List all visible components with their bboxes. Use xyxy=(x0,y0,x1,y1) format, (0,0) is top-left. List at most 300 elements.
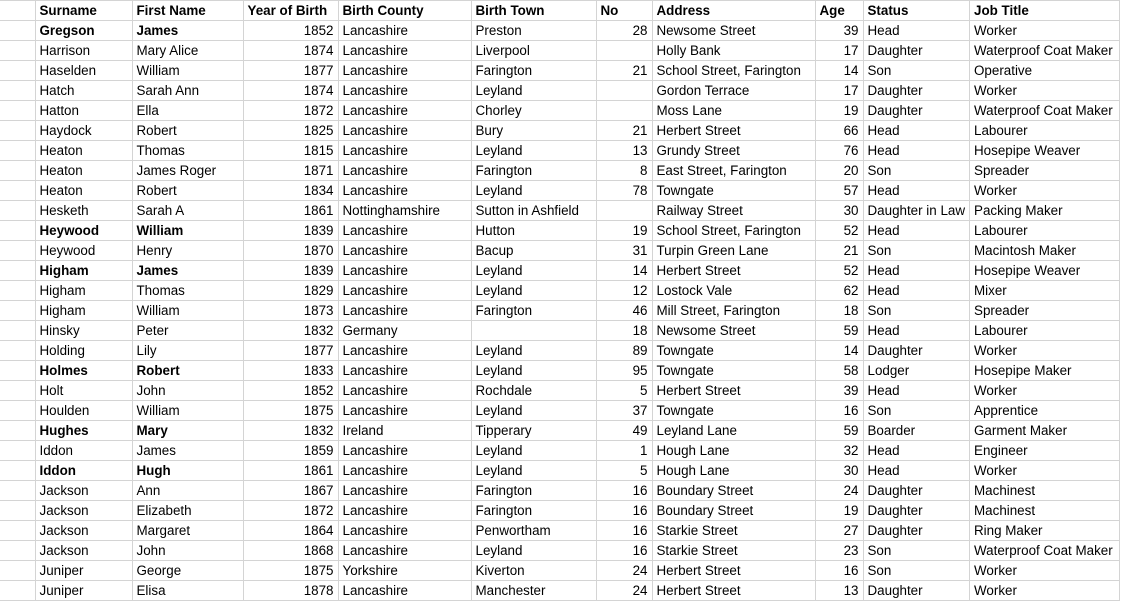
cell-birth-county[interactable]: Lancashire xyxy=(338,461,471,481)
cell-birth-town[interactable]: Leyland xyxy=(471,81,596,101)
cell-year-of-birth[interactable]: 1867 xyxy=(243,481,338,501)
cell-house-no[interactable] xyxy=(596,101,652,121)
header-job-title[interactable]: Job Title xyxy=(970,1,1120,21)
cell-address[interactable]: Starkie Street xyxy=(652,521,815,541)
header-birth-county[interactable]: Birth County xyxy=(338,1,471,21)
cell-house-no[interactable]: 78 xyxy=(596,181,652,201)
cell-year-of-birth[interactable]: 1834 xyxy=(243,181,338,201)
cell-first-name[interactable]: James xyxy=(132,21,243,41)
cell-year-of-birth[interactable]: 1874 xyxy=(243,81,338,101)
cell-surname[interactable]: Heywood xyxy=(35,241,132,261)
cell-house-no[interactable] xyxy=(596,81,652,101)
cell-status[interactable]: Son xyxy=(863,561,970,581)
row-gutter[interactable] xyxy=(0,381,35,401)
row-gutter[interactable] xyxy=(0,181,35,201)
cell-birth-town[interactable]: Chorley xyxy=(471,101,596,121)
row-gutter[interactable] xyxy=(0,101,35,121)
cell-house-no[interactable]: 5 xyxy=(596,461,652,481)
cell-surname[interactable]: Higham xyxy=(35,281,132,301)
cell-birth-county[interactable]: Lancashire xyxy=(338,141,471,161)
cell-status[interactable]: Son xyxy=(863,301,970,321)
cell-birth-county[interactable]: Lancashire xyxy=(338,281,471,301)
cell-first-name[interactable]: William xyxy=(132,61,243,81)
cell-birth-town[interactable]: Farington xyxy=(471,301,596,321)
cell-house-no[interactable]: 13 xyxy=(596,141,652,161)
cell-job-title[interactable]: Worker xyxy=(970,341,1120,361)
cell-age[interactable]: 52 xyxy=(815,221,863,241)
cell-year-of-birth[interactable]: 1833 xyxy=(243,361,338,381)
cell-year-of-birth[interactable]: 1877 xyxy=(243,341,338,361)
cell-first-name[interactable]: George xyxy=(132,561,243,581)
cell-surname[interactable]: Jackson xyxy=(35,521,132,541)
cell-age[interactable]: 24 xyxy=(815,481,863,501)
cell-address[interactable]: Hough Lane xyxy=(652,441,815,461)
cell-house-no[interactable]: 89 xyxy=(596,341,652,361)
cell-birth-town[interactable]: Rochdale xyxy=(471,381,596,401)
cell-status[interactable]: Daughter xyxy=(863,481,970,501)
row-gutter[interactable] xyxy=(0,1,35,21)
cell-address[interactable]: Herbert Street xyxy=(652,581,815,601)
cell-birth-town[interactable]: Manchester xyxy=(471,581,596,601)
cell-first-name[interactable]: James Roger xyxy=(132,161,243,181)
cell-birth-county[interactable]: Lancashire xyxy=(338,581,471,601)
cell-house-no[interactable] xyxy=(596,201,652,221)
header-age[interactable]: Age xyxy=(815,1,863,21)
cell-house-no[interactable]: 24 xyxy=(596,581,652,601)
cell-first-name[interactable]: Peter xyxy=(132,321,243,341)
cell-surname[interactable]: Haselden xyxy=(35,61,132,81)
cell-house-no[interactable]: 49 xyxy=(596,421,652,441)
header-year-of-birth[interactable]: Year of Birth xyxy=(243,1,338,21)
cell-birth-county[interactable]: Lancashire xyxy=(338,61,471,81)
cell-surname[interactable]: Iddon xyxy=(35,441,132,461)
cell-surname[interactable]: Hatch xyxy=(35,81,132,101)
cell-status[interactable]: Daughter in Law xyxy=(863,201,970,221)
cell-year-of-birth[interactable]: 1875 xyxy=(243,401,338,421)
cell-status[interactable]: Daughter xyxy=(863,101,970,121)
cell-job-title[interactable]: Macintosh Maker xyxy=(970,241,1120,261)
cell-birth-town[interactable]: Penwortham xyxy=(471,521,596,541)
cell-address[interactable]: Herbert Street xyxy=(652,261,815,281)
cell-job-title[interactable]: Machinest xyxy=(970,501,1120,521)
cell-birth-county[interactable]: Lancashire xyxy=(338,341,471,361)
cell-status[interactable]: Daughter xyxy=(863,41,970,61)
cell-birth-town[interactable]: Kiverton xyxy=(471,561,596,581)
cell-age[interactable]: 30 xyxy=(815,201,863,221)
cell-job-title[interactable]: Worker xyxy=(970,181,1120,201)
cell-age[interactable]: 23 xyxy=(815,541,863,561)
row-gutter[interactable] xyxy=(0,261,35,281)
cell-status[interactable]: Daughter xyxy=(863,341,970,361)
cell-address[interactable]: Leyland Lane xyxy=(652,421,815,441)
cell-year-of-birth[interactable]: 1872 xyxy=(243,501,338,521)
cell-address[interactable]: Newsome Street xyxy=(652,321,815,341)
row-gutter[interactable] xyxy=(0,541,35,561)
cell-surname[interactable]: Jackson xyxy=(35,501,132,521)
row-gutter[interactable] xyxy=(0,461,35,481)
cell-status[interactable]: Boarder xyxy=(863,421,970,441)
cell-first-name[interactable]: Sarah A xyxy=(132,201,243,221)
cell-job-title[interactable]: Labourer xyxy=(970,121,1120,141)
cell-surname[interactable]: Gregson xyxy=(35,21,132,41)
cell-job-title[interactable]: Spreader xyxy=(970,301,1120,321)
cell-address[interactable]: Holly Bank xyxy=(652,41,815,61)
cell-year-of-birth[interactable]: 1825 xyxy=(243,121,338,141)
cell-surname[interactable]: Jackson xyxy=(35,541,132,561)
cell-birth-town[interactable]: Tipperary xyxy=(471,421,596,441)
cell-first-name[interactable]: John xyxy=(132,381,243,401)
cell-status[interactable]: Daughter xyxy=(863,81,970,101)
cell-surname[interactable]: Heaton xyxy=(35,181,132,201)
cell-address[interactable]: Towngate xyxy=(652,181,815,201)
cell-age[interactable]: 58 xyxy=(815,361,863,381)
cell-year-of-birth[interactable]: 1861 xyxy=(243,461,338,481)
cell-house-no[interactable]: 19 xyxy=(596,221,652,241)
cell-address[interactable]: Mill Street, Farington xyxy=(652,301,815,321)
cell-age[interactable]: 14 xyxy=(815,341,863,361)
cell-year-of-birth[interactable]: 1815 xyxy=(243,141,338,161)
cell-birth-town[interactable]: Leyland xyxy=(471,461,596,481)
cell-surname[interactable]: Hinsky xyxy=(35,321,132,341)
cell-age[interactable]: 18 xyxy=(815,301,863,321)
header-status[interactable]: Status xyxy=(863,1,970,21)
cell-first-name[interactable]: Elisa xyxy=(132,581,243,601)
cell-birth-county[interactable]: Lancashire xyxy=(338,121,471,141)
cell-birth-county[interactable]: Lancashire xyxy=(338,261,471,281)
cell-status[interactable]: Lodger xyxy=(863,361,970,381)
cell-year-of-birth[interactable]: 1852 xyxy=(243,381,338,401)
cell-job-title[interactable]: Hosepipe Maker xyxy=(970,361,1120,381)
cell-year-of-birth[interactable]: 1870 xyxy=(243,241,338,261)
cell-address[interactable]: School Street, Farington xyxy=(652,61,815,81)
cell-birth-county[interactable]: Lancashire xyxy=(338,361,471,381)
cell-age[interactable]: 39 xyxy=(815,381,863,401)
cell-birth-county[interactable]: Lancashire xyxy=(338,521,471,541)
cell-year-of-birth[interactable]: 1874 xyxy=(243,41,338,61)
cell-birth-county[interactable]: Lancashire xyxy=(338,301,471,321)
cell-first-name[interactable]: Robert xyxy=(132,361,243,381)
cell-status[interactable]: Head xyxy=(863,21,970,41)
cell-status[interactable]: Son xyxy=(863,401,970,421)
cell-year-of-birth[interactable]: 1861 xyxy=(243,201,338,221)
cell-surname[interactable]: Higham xyxy=(35,261,132,281)
cell-job-title[interactable]: Packing Maker xyxy=(970,201,1120,221)
cell-job-title[interactable]: Worker xyxy=(970,81,1120,101)
row-gutter[interactable] xyxy=(0,421,35,441)
cell-address[interactable]: Lostock Vale xyxy=(652,281,815,301)
cell-birth-town[interactable]: Preston xyxy=(471,21,596,41)
cell-status[interactable]: Daughter xyxy=(863,581,970,601)
cell-first-name[interactable]: John xyxy=(132,541,243,561)
cell-house-no[interactable]: 1 xyxy=(596,441,652,461)
cell-age[interactable]: 52 xyxy=(815,261,863,281)
cell-job-title[interactable]: Waterproof Coat Maker xyxy=(970,541,1120,561)
cell-birth-county[interactable]: Lancashire xyxy=(338,21,471,41)
cell-birth-town[interactable]: Farington xyxy=(471,481,596,501)
cell-status[interactable]: Daughter xyxy=(863,521,970,541)
cell-age[interactable]: 19 xyxy=(815,101,863,121)
row-gutter[interactable] xyxy=(0,81,35,101)
cell-surname[interactable]: Juniper xyxy=(35,581,132,601)
cell-house-no[interactable]: 14 xyxy=(596,261,652,281)
cell-status[interactable]: Head xyxy=(863,141,970,161)
cell-house-no[interactable]: 21 xyxy=(596,61,652,81)
cell-status[interactable]: Head xyxy=(863,221,970,241)
cell-status[interactable]: Head xyxy=(863,181,970,201)
row-gutter[interactable] xyxy=(0,281,35,301)
cell-first-name[interactable]: Robert xyxy=(132,181,243,201)
cell-birth-town[interactable] xyxy=(471,321,596,341)
cell-status[interactable]: Head xyxy=(863,381,970,401)
cell-age[interactable]: 17 xyxy=(815,81,863,101)
cell-year-of-birth[interactable]: 1839 xyxy=(243,221,338,241)
cell-house-no[interactable]: 46 xyxy=(596,301,652,321)
cell-address[interactable]: Hough Lane xyxy=(652,461,815,481)
cell-birth-town[interactable]: Leyland xyxy=(471,361,596,381)
cell-birth-town[interactable]: Bury xyxy=(471,121,596,141)
cell-birth-town[interactable]: Farington xyxy=(471,161,596,181)
cell-status[interactable]: Head xyxy=(863,261,970,281)
cell-job-title[interactable]: Labourer xyxy=(970,321,1120,341)
row-gutter[interactable] xyxy=(0,581,35,601)
cell-first-name[interactable]: James xyxy=(132,441,243,461)
cell-age[interactable]: 57 xyxy=(815,181,863,201)
cell-first-name[interactable]: Margaret xyxy=(132,521,243,541)
cell-house-no[interactable]: 16 xyxy=(596,521,652,541)
cell-year-of-birth[interactable]: 1829 xyxy=(243,281,338,301)
cell-birth-town[interactable]: Leyland xyxy=(471,141,596,161)
cell-address[interactable]: Boundary Street xyxy=(652,481,815,501)
cell-job-title[interactable]: Engineer xyxy=(970,441,1120,461)
cell-birth-county[interactable]: Lancashire xyxy=(338,481,471,501)
row-gutter[interactable] xyxy=(0,521,35,541)
cell-address[interactable]: Railway Street xyxy=(652,201,815,221)
row-gutter[interactable] xyxy=(0,241,35,261)
cell-birth-county[interactable]: Lancashire xyxy=(338,441,471,461)
cell-age[interactable]: 17 xyxy=(815,41,863,61)
cell-surname[interactable]: Holding xyxy=(35,341,132,361)
cell-first-name[interactable]: William xyxy=(132,401,243,421)
cell-first-name[interactable]: Lily xyxy=(132,341,243,361)
cell-age[interactable]: 16 xyxy=(815,401,863,421)
cell-age[interactable]: 62 xyxy=(815,281,863,301)
cell-job-title[interactable]: Labourer xyxy=(970,221,1120,241)
cell-year-of-birth[interactable]: 1832 xyxy=(243,421,338,441)
cell-job-title[interactable]: Operative xyxy=(970,61,1120,81)
cell-birth-town[interactable]: Hutton xyxy=(471,221,596,241)
cell-surname[interactable]: Heaton xyxy=(35,141,132,161)
cell-address[interactable]: Newsome Street xyxy=(652,21,815,41)
cell-surname[interactable]: Heywood xyxy=(35,221,132,241)
cell-status[interactable]: Head xyxy=(863,461,970,481)
cell-address[interactable]: School Street, Farington xyxy=(652,221,815,241)
cell-birth-county[interactable]: Lancashire xyxy=(338,101,471,121)
row-gutter[interactable] xyxy=(0,221,35,241)
row-gutter[interactable] xyxy=(0,561,35,581)
cell-house-no[interactable]: 28 xyxy=(596,21,652,41)
cell-job-title[interactable]: Worker xyxy=(970,21,1120,41)
cell-house-no[interactable]: 95 xyxy=(596,361,652,381)
cell-job-title[interactable]: Worker xyxy=(970,561,1120,581)
row-gutter[interactable] xyxy=(0,321,35,341)
cell-birth-town[interactable]: Leyland xyxy=(471,261,596,281)
cell-surname[interactable]: Hesketh xyxy=(35,201,132,221)
cell-house-no[interactable]: 16 xyxy=(596,541,652,561)
cell-address[interactable]: Herbert Street xyxy=(652,561,815,581)
cell-age[interactable]: 59 xyxy=(815,421,863,441)
cell-address[interactable]: Gordon Terrace xyxy=(652,81,815,101)
cell-first-name[interactable]: Mary Alice xyxy=(132,41,243,61)
cell-status[interactable]: Head xyxy=(863,121,970,141)
cell-first-name[interactable]: Elizabeth xyxy=(132,501,243,521)
cell-address[interactable]: Herbert Street xyxy=(652,121,815,141)
cell-birth-town[interactable]: Leyland xyxy=(471,441,596,461)
cell-status[interactable]: Son xyxy=(863,541,970,561)
cell-birth-town[interactable]: Farington xyxy=(471,501,596,521)
cell-house-no[interactable]: 24 xyxy=(596,561,652,581)
cell-job-title[interactable]: Worker xyxy=(970,381,1120,401)
row-gutter[interactable] xyxy=(0,121,35,141)
cell-age[interactable]: 59 xyxy=(815,321,863,341)
row-gutter[interactable] xyxy=(0,501,35,521)
cell-job-title[interactable]: Hosepipe Weaver xyxy=(970,141,1120,161)
cell-age[interactable]: 76 xyxy=(815,141,863,161)
cell-birth-town[interactable]: Liverpool xyxy=(471,41,596,61)
cell-year-of-birth[interactable]: 1832 xyxy=(243,321,338,341)
cell-birth-county[interactable]: Nottinghamshire xyxy=(338,201,471,221)
cell-age[interactable]: 20 xyxy=(815,161,863,181)
header-surname[interactable]: Surname xyxy=(35,1,132,21)
cell-address[interactable]: Towngate xyxy=(652,401,815,421)
cell-status[interactable]: Head xyxy=(863,321,970,341)
cell-address[interactable]: Grundy Street xyxy=(652,141,815,161)
cell-year-of-birth[interactable]: 1875 xyxy=(243,561,338,581)
cell-job-title[interactable]: Waterproof Coat Maker xyxy=(970,101,1120,121)
cell-status[interactable]: Head xyxy=(863,441,970,461)
cell-job-title[interactable]: Machinest xyxy=(970,481,1120,501)
cell-surname[interactable]: Heaton xyxy=(35,161,132,181)
row-gutter[interactable] xyxy=(0,441,35,461)
cell-birth-town[interactable]: Bacup xyxy=(471,241,596,261)
cell-job-title[interactable]: Ring Maker xyxy=(970,521,1120,541)
cell-birth-county[interactable]: Germany xyxy=(338,321,471,341)
row-gutter[interactable] xyxy=(0,161,35,181)
cell-job-title[interactable]: Waterproof Coat Maker xyxy=(970,41,1120,61)
cell-job-title[interactable]: Worker xyxy=(970,581,1120,601)
cell-year-of-birth[interactable]: 1864 xyxy=(243,521,338,541)
cell-surname[interactable]: Hatton xyxy=(35,101,132,121)
cell-status[interactable]: Son xyxy=(863,161,970,181)
cell-birth-county[interactable]: Lancashire xyxy=(338,241,471,261)
cell-address[interactable]: Towngate xyxy=(652,341,815,361)
cell-year-of-birth[interactable]: 1877 xyxy=(243,61,338,81)
row-gutter[interactable] xyxy=(0,61,35,81)
header-first-name[interactable]: First Name xyxy=(132,1,243,21)
cell-house-no[interactable]: 18 xyxy=(596,321,652,341)
cell-surname[interactable]: Jackson xyxy=(35,481,132,501)
cell-surname[interactable]: Iddon xyxy=(35,461,132,481)
cell-birth-county[interactable]: Yorkshire xyxy=(338,561,471,581)
cell-age[interactable]: 21 xyxy=(815,241,863,261)
row-gutter[interactable] xyxy=(0,21,35,41)
cell-job-title[interactable]: Worker xyxy=(970,461,1120,481)
cell-age[interactable]: 39 xyxy=(815,21,863,41)
cell-age[interactable]: 32 xyxy=(815,441,863,461)
cell-year-of-birth[interactable]: 1878 xyxy=(243,581,338,601)
cell-status[interactable]: Son xyxy=(863,241,970,261)
cell-year-of-birth[interactable]: 1872 xyxy=(243,101,338,121)
cell-birth-county[interactable]: Lancashire xyxy=(338,81,471,101)
cell-birth-county[interactable]: Ireland xyxy=(338,421,471,441)
cell-year-of-birth[interactable]: 1873 xyxy=(243,301,338,321)
cell-age[interactable]: 16 xyxy=(815,561,863,581)
cell-birth-county[interactable]: Lancashire xyxy=(338,401,471,421)
cell-birth-town[interactable]: Leyland xyxy=(471,181,596,201)
cell-house-no[interactable]: 5 xyxy=(596,381,652,401)
cell-address[interactable]: East Street, Farington xyxy=(652,161,815,181)
cell-first-name[interactable]: Thomas xyxy=(132,141,243,161)
cell-year-of-birth[interactable]: 1871 xyxy=(243,161,338,181)
cell-house-no[interactable]: 8 xyxy=(596,161,652,181)
cell-birth-town[interactable]: Sutton in Ashfield xyxy=(471,201,596,221)
cell-address[interactable]: Towngate xyxy=(652,361,815,381)
header-birth-town[interactable]: Birth Town xyxy=(471,1,596,21)
cell-birth-town[interactable]: Leyland xyxy=(471,341,596,361)
cell-house-no[interactable] xyxy=(596,41,652,61)
cell-surname[interactable]: Harrison xyxy=(35,41,132,61)
row-gutter[interactable] xyxy=(0,401,35,421)
cell-birth-county[interactable]: Lancashire xyxy=(338,221,471,241)
cell-address[interactable]: Boundary Street xyxy=(652,501,815,521)
cell-year-of-birth[interactable]: 1859 xyxy=(243,441,338,461)
cell-first-name[interactable]: Ann xyxy=(132,481,243,501)
header-address[interactable]: Address xyxy=(652,1,815,21)
cell-birth-county[interactable]: Lancashire xyxy=(338,501,471,521)
cell-surname[interactable]: Higham xyxy=(35,301,132,321)
cell-first-name[interactable]: Henry xyxy=(132,241,243,261)
cell-first-name[interactable]: James xyxy=(132,261,243,281)
cell-birth-county[interactable]: Lancashire xyxy=(338,541,471,561)
cell-birth-county[interactable]: Lancashire xyxy=(338,161,471,181)
cell-house-no[interactable]: 12 xyxy=(596,281,652,301)
cell-surname[interactable]: Hughes xyxy=(35,421,132,441)
cell-surname[interactable]: Juniper xyxy=(35,561,132,581)
cell-house-no[interactable]: 16 xyxy=(596,501,652,521)
row-gutter[interactable] xyxy=(0,201,35,221)
cell-address[interactable]: Turpin Green Lane xyxy=(652,241,815,261)
cell-age[interactable]: 13 xyxy=(815,581,863,601)
cell-surname[interactable]: Holmes xyxy=(35,361,132,381)
cell-job-title[interactable]: Spreader xyxy=(970,161,1120,181)
cell-age[interactable]: 14 xyxy=(815,61,863,81)
cell-address[interactable]: Herbert Street xyxy=(652,381,815,401)
cell-house-no[interactable]: 37 xyxy=(596,401,652,421)
cell-first-name[interactable]: William xyxy=(132,301,243,321)
row-gutter[interactable] xyxy=(0,361,35,381)
cell-birth-county[interactable]: Lancashire xyxy=(338,381,471,401)
cell-first-name[interactable]: Robert xyxy=(132,121,243,141)
row-gutter[interactable] xyxy=(0,481,35,501)
cell-first-name[interactable]: William xyxy=(132,221,243,241)
cell-year-of-birth[interactable]: 1839 xyxy=(243,261,338,281)
row-gutter[interactable] xyxy=(0,301,35,321)
cell-job-title[interactable]: Garment Maker xyxy=(970,421,1120,441)
cell-house-no[interactable]: 31 xyxy=(596,241,652,261)
cell-birth-town[interactable]: Leyland xyxy=(471,281,596,301)
cell-status[interactable]: Head xyxy=(863,281,970,301)
cell-birth-county[interactable]: Lancashire xyxy=(338,41,471,61)
cell-surname[interactable]: Haydock xyxy=(35,121,132,141)
